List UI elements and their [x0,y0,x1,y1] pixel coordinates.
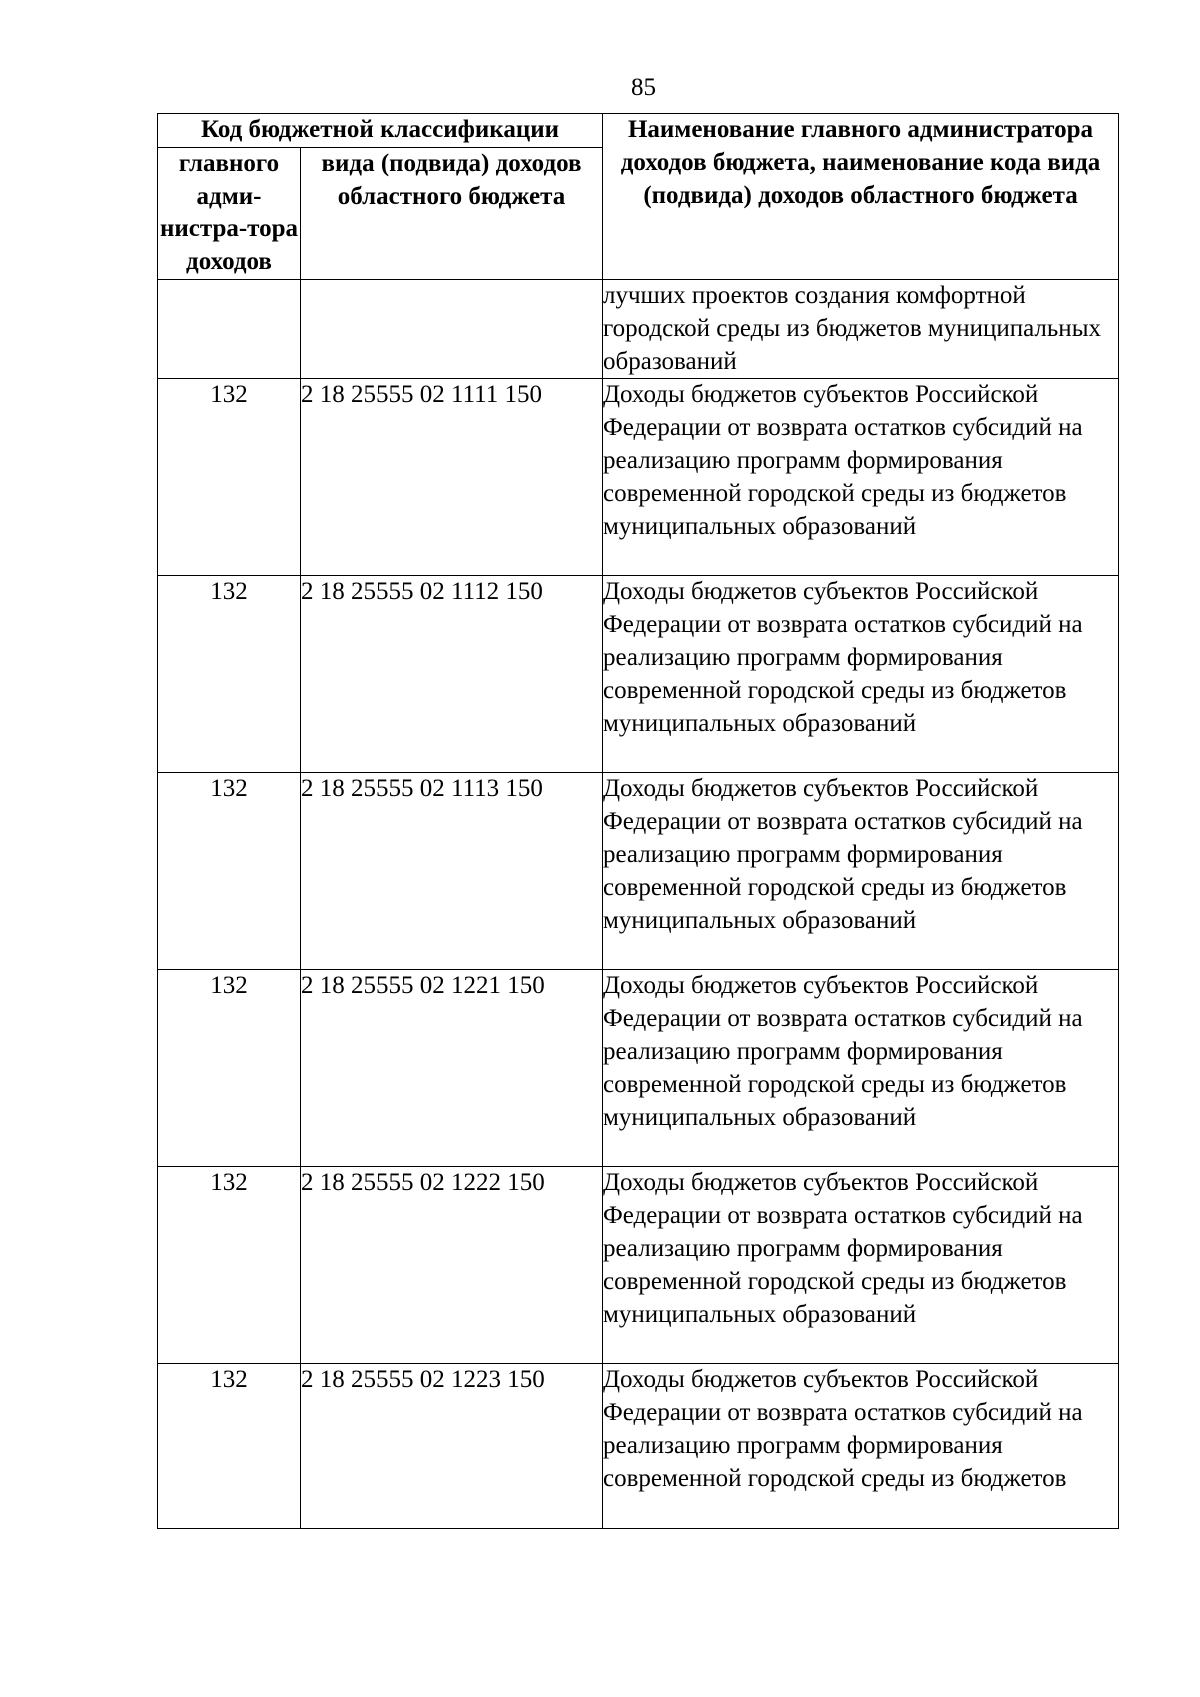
income-kind-code-cell: 2 18 25555 02 1113 150 [301,773,603,970]
header-income-kind: вида (подвида) доходов областного бюджета [301,147,603,279]
table-row [158,576,1119,773]
income-kind-code-cell: 2 18 25555 02 1223 150 [301,1364,603,1529]
admin-code-cell: 132 [158,379,301,576]
table-row [158,970,1119,1167]
income-name-cell: Доходы бюджетов субъектов Российской Федерации от возврата остатков субсидий на реализацию программ формирования современной городской среды из бюджетов муниципальных образований [603,379,1119,576]
income-name-cell: лучших проектов создания комфортной городской среды из бюджетов муниципальных образований [603,279,1119,378]
table-header [158,114,1119,280]
income-kind-code-cell: 2 18 25555 02 1221 150 [301,970,603,1167]
admin-code-cell [158,279,301,378]
page-number: 85 [631,74,656,101]
admin-code-cell: 132 [158,1364,301,1529]
income-name-cell: Доходы бюджетов субъектов Российской Федерации от возврата остатков субсидий на реализацию программ формирования современной городской среды из бюджетов муниципальных образований [603,576,1119,773]
admin-code-cell: 132 [158,970,301,1167]
table-row [158,773,1119,970]
budget-classification-table [157,113,1119,1529]
admin-code-cell: 132 [158,1167,301,1364]
header-administrator-name: Наименование главного администратора доходов бюджета, наименование кода вида (подвида) доходов областного бюджета [603,114,1119,280]
income-name-cell: Доходы бюджетов субъектов Российской Федерации от возврата остатков субсидий на реализацию программ формирования современной городской среды из бюджетов муниципальных образований [603,1167,1119,1364]
income-kind-code-cell [301,279,603,378]
header-budget-code-group: Код бюджетной классификации [158,114,603,148]
income-name-cell: Доходы бюджетов субъектов Российской Федерации от возврата остатков субсидий на реализацию программ формирования современной городской среды из бюджетов муниципальных образований [603,773,1119,970]
table-row [158,1364,1119,1529]
table-row [158,279,1119,378]
income-name-cell: Доходы бюджетов субъектов Российской Федерации от возврата остатков субсидий на реализацию программ формирования современной городской среды из бюджетов [603,1364,1119,1529]
admin-code-cell: 132 [158,576,301,773]
income-name-cell: Доходы бюджетов субъектов Российской Федерации от возврата остатков субсидий на реализацию программ формирования современной городской среды из бюджетов муниципальных образований [603,970,1119,1167]
admin-code-cell: 132 [158,773,301,970]
header-chief-administrator: главного адми-нистра-тора доходов [158,147,301,279]
table-row [158,1167,1119,1364]
table-row [158,379,1119,576]
income-kind-code-cell: 2 18 25555 02 1222 150 [301,1167,603,1364]
income-kind-code-cell: 2 18 25555 02 1111 150 [301,379,603,576]
income-kind-code-cell: 2 18 25555 02 1112 150 [301,576,603,773]
